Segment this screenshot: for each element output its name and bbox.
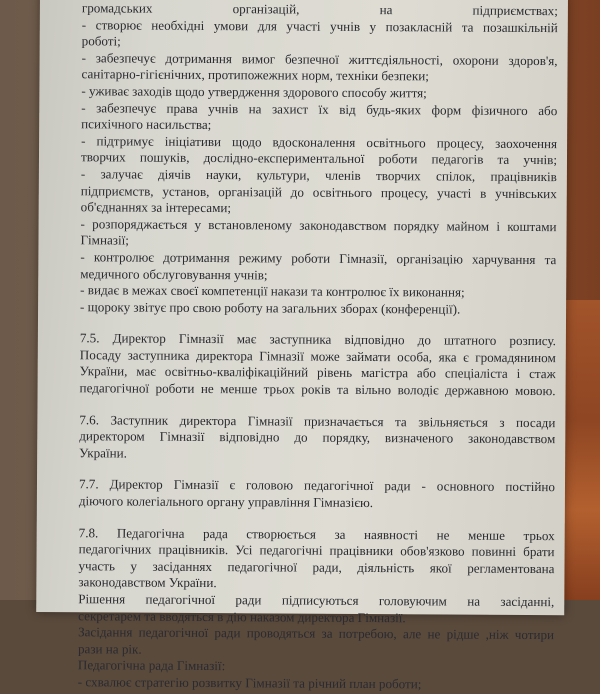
text-line: творчих пошуків, дослідно-експериментальної роботи педагогів та учнів; bbox=[80, 149, 558, 168]
text-line: діючого колегіального органу управління Гімназією. bbox=[78, 493, 374, 511]
section-7-8-heading: 7.8. Педагогічна рада створюється за наявності не менше трьох bbox=[78, 524, 555, 543]
document-text bbox=[78, 0, 558, 693]
text-line: педагогічних працівників. Усі педагогічні працівники обов'язково повинні брати bbox=[78, 541, 555, 560]
text-line: підприємств, установ, організацій до освітнього процесу, участі в учнівських bbox=[80, 182, 557, 201]
text-line: секретарем та вводяться в дію наказом директора Гімназії. bbox=[78, 607, 406, 625]
text-line: - видає в межах своєї компетенції накази та контролює їх виконання; bbox=[80, 282, 465, 300]
text-line: психічного насильства; bbox=[81, 116, 212, 133]
text-line: - контролює дотримання режиму роботи Гімназії, організацію харчування та bbox=[80, 249, 557, 268]
text-line: педагогічної роботи не менше трьох років та вільно володіє державною мовою. bbox=[79, 380, 556, 399]
section-7-6-heading: 7.6. Заступник директора Гімназії призначається та звільняється з посади bbox=[79, 411, 556, 430]
text-line: - уживає заходів щодо утвердження здорового способу життя; bbox=[81, 83, 427, 101]
section-7-7-heading: 7.7. Директор Гімназії є головою педагогічної ради - основного постійно bbox=[78, 476, 556, 495]
text-line: Педагогічна рада Гімназії: bbox=[77, 657, 226, 674]
text-line: медичного обслуговування учнів; bbox=[80, 265, 268, 282]
text-line: - розпоряджається у встановленому законодавством порядку майном і коштами bbox=[80, 215, 557, 234]
text-line: об'єднаннях за інтересами; bbox=[80, 199, 232, 216]
text-line: законодавством України. bbox=[78, 574, 217, 591]
text-line: громадських організацій, на підприємствах; bbox=[81, 0, 558, 19]
text-line: - забезпечує права учнів на захист їх від будь-яких форм фізичного або bbox=[81, 99, 558, 118]
text-line: роботі; bbox=[81, 33, 121, 49]
section-7-5-heading: 7.5. Директор Гімназії має заступника відповідно до штатного розпису. bbox=[79, 330, 556, 349]
text-line: - залучає діячів науки, культури, членів творчих спілок, працівників bbox=[80, 166, 557, 185]
text-line: директором Гімназії відповідно до порядку, визначеного законодавством bbox=[79, 428, 556, 447]
text-line: - створює необхідні умови для участі учнів у позакласній та позашкільній bbox=[81, 16, 558, 35]
text-line: - схвалює стратегію розвитку Гімназії та річний план роботи; bbox=[77, 674, 422, 692]
text-line: - забезпечує дотримання вимог безпечної життєдіяльності, охорони здоров'я, bbox=[81, 50, 558, 68]
document-page bbox=[36, 0, 568, 692]
text-line: Рішення педагогічної ради підписуються головуючим на засіданні, bbox=[78, 591, 555, 610]
text-line: Засідання педагогічної ради проводяться за потребою, але не рідше ,ніж чотири bbox=[78, 624, 555, 643]
text-line: - підтримує ініціативи щодо вдосконалення освітнього процесу, заохочення bbox=[81, 133, 558, 151]
text-line: України, має освітньо-кваліфікаційний рівень магістра або спеціаліста і стаж bbox=[79, 363, 556, 382]
text-line: участь у засіданнях педагогічної ради, діяльність якої регламентована bbox=[78, 558, 555, 576]
text-line: санітарно-гігієнічних, протипожежних норм, техніки безпеки; bbox=[81, 66, 429, 84]
text-line: Гімназії; bbox=[80, 232, 129, 248]
text-line: - щороку звітує про свою роботу на загальних зборах (конференції). bbox=[80, 298, 461, 317]
text-line: України. bbox=[79, 445, 127, 461]
text-line: рази на рік. bbox=[77, 641, 142, 657]
text-line: Посаду заступника директора Гімназії може займати особа, яка є громадянином bbox=[79, 347, 556, 366]
